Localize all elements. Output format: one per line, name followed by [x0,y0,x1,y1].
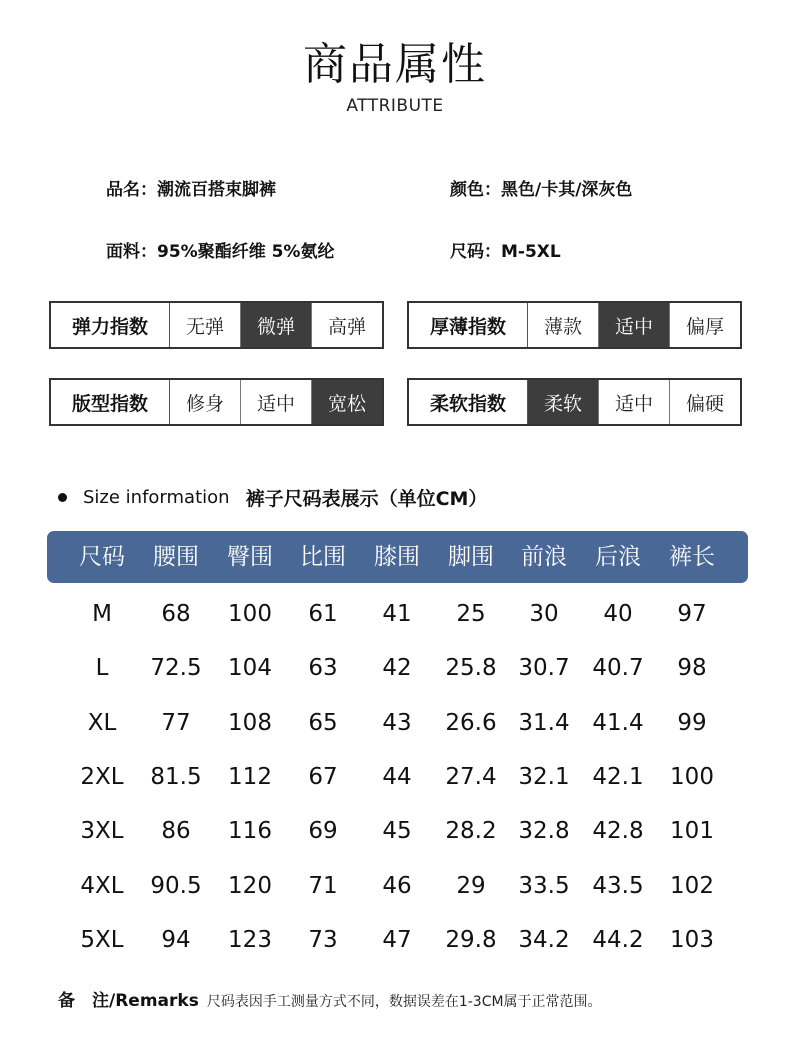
table-cell: 3XL [80,818,124,845]
attr-name: 品名：潮流百搭束脚裤 [106,180,276,200]
table-header-cell: 脚围 [448,544,494,570]
table-cell: 116 [228,818,272,845]
table-cell: 25.8 [445,655,497,682]
table-cell: 100 [228,601,272,627]
table-cell: L [95,655,109,682]
index-option: 适中 [599,380,670,424]
table-cell: 41.4 [592,709,644,736]
table-cell: 33.5 [518,872,570,899]
table-cell: M [92,601,112,627]
table-cell: 67 [308,763,338,790]
index-box-1 [407,301,742,349]
table-cell: 90.5 [150,872,202,899]
remarks-label: 备 注/Remarks [58,991,199,1011]
index-label: 厚薄指数 [409,303,528,347]
table-header-cell: 臀围 [227,544,273,570]
table-cell: 41 [382,601,412,627]
index-label: 柔软指数 [409,380,528,424]
table-cell: 29.8 [445,926,497,953]
table-cell: 120 [228,872,272,899]
table-cell: 40.7 [592,655,644,682]
table-cell: 97 [677,601,707,627]
attr-size: 尺码：M-5XL [450,242,561,262]
table-cell: 5XL [80,926,124,953]
table-cell: 102 [670,872,714,899]
remarks [58,986,602,1011]
table-row [0,913,790,967]
table-cell: 26.6 [445,709,497,736]
table-cell: 69 [308,818,338,845]
table-cell: 25 [456,601,486,627]
table-cell: 44.2 [592,926,644,953]
table-cell: 34.2 [518,926,570,953]
index-box-3 [407,378,742,426]
table-cell: 73 [308,926,338,953]
index-option: 适中 [599,303,670,347]
table-row [0,696,790,750]
table-cell: 63 [308,655,338,682]
index-option: 薄款 [528,303,599,347]
table-row [0,587,790,641]
index-option: 偏厚 [685,315,724,338]
table-cell: 94 [161,926,191,953]
table-cell: 30.7 [518,655,570,682]
table-cell: 45 [382,818,412,845]
table-cell: XL [87,709,117,736]
index-option: 无弹 [170,303,241,347]
remarks-text: 尺码表因手工测量方式不同，数据误差在1-3CM属于正常范围。 [206,994,602,1010]
table-header-cell: 裤长 [669,544,715,570]
size-table-header [47,531,748,583]
table-cell: 32.8 [518,818,570,845]
table-cell: 100 [670,763,714,790]
table-header-cell: 前浪 [521,544,567,570]
index-option: 修身 [170,380,241,424]
table-cell: 72.5 [150,655,202,682]
index-label: 版型指数 [51,380,170,424]
table-cell: 44 [382,763,412,790]
table-cell: 108 [228,709,272,736]
attr-color: 颜色：黑色/卡其/深灰色 [450,180,633,200]
page-subtitle: ATTRIBUTE [346,96,444,116]
table-cell: 68 [161,601,191,627]
index-box-0 [49,301,384,349]
table-cell: 42 [382,655,412,682]
table-cell: 103 [670,926,714,953]
table-cell: 43.5 [592,872,644,899]
table-cell: 71 [308,872,338,899]
table-cell: 61 [308,601,338,627]
table-header-cell: 后浪 [595,544,641,570]
table-cell: 123 [228,926,272,953]
table-cell: 42.8 [592,818,644,845]
table-cell: 28.2 [445,818,497,845]
table-cell: 29 [456,872,486,899]
table-cell: 77 [161,709,191,736]
table-cell: 104 [228,655,272,682]
table-cell: 65 [308,709,338,736]
index-label: 弹力指数 [51,303,170,347]
table-cell: 101 [670,818,714,845]
table-header-cell: 比围 [300,544,346,570]
table-cell: 46 [382,872,412,899]
table-cell: 42.1 [592,763,644,790]
index-option: 高弹 [327,315,366,338]
index-option: 偏硬 [685,392,724,415]
table-header-cell: 尺码 [79,544,125,570]
index-box-2 [49,378,384,426]
size-info-heading [58,484,487,511]
table-cell: 81.5 [150,763,202,790]
table-cell: 31.4 [518,709,570,736]
index-option: 微弹 [241,303,312,347]
table-header-cell: 腰围 [153,544,199,570]
table-cell: 32.1 [518,763,570,790]
index-option: 适中 [241,380,312,424]
size-info-cn: 裤子尺码表展示（单位CM） [245,488,488,510]
size-info-en: Size information [83,487,230,508]
table-cell: 86 [161,818,191,845]
table-header-cell: 膝围 [374,544,420,570]
table-row [0,750,790,804]
table-cell: 27.4 [445,763,497,790]
table-row [0,859,790,913]
page-title: 商品属性 [303,39,487,90]
table-cell: 112 [228,763,272,790]
table-cell: 2XL [80,763,124,790]
table-cell: 40 [603,601,633,627]
table-row [0,804,790,858]
table-cell: 43 [382,709,412,736]
table-cell: 30 [529,601,559,627]
table-cell: 47 [382,926,412,953]
table-row [0,641,790,695]
table-cell: 98 [677,655,707,682]
attr-fabric: 面料：95%聚酯纤维 5%氨纶 [106,242,335,262]
table-cell: 4XL [80,872,124,899]
index-option: 柔软 [528,380,599,424]
index-option: 宽松 [312,380,382,424]
bullet-icon [58,493,67,502]
table-cell: 99 [677,709,707,736]
